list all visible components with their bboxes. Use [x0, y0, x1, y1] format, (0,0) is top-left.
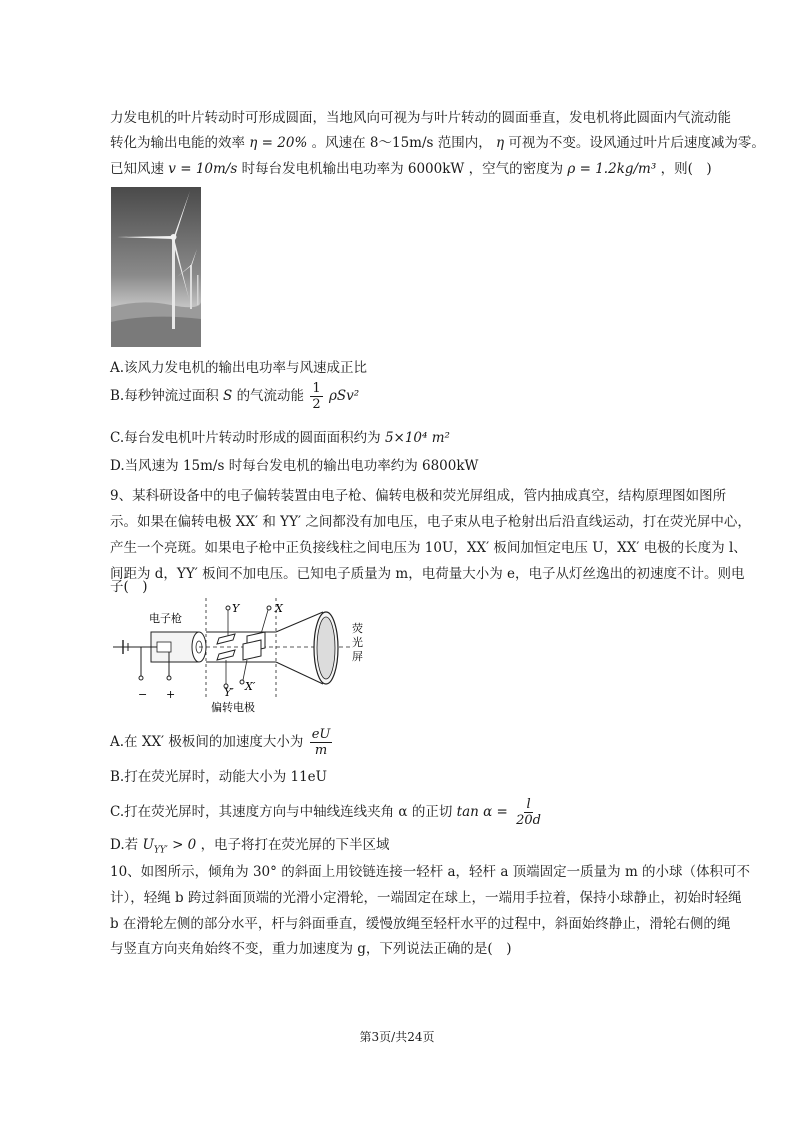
- area-symbol: S: [223, 388, 233, 404]
- q8-line3-text-a: 已知风速: [110, 161, 164, 177]
- option-d-power: 6800kW: [422, 458, 479, 474]
- y-plate-label: Y: [232, 602, 240, 615]
- q9-line3: 产生一个亮斑。如果电子枪中正负接线柱之间电压为 10U，XX′ 板间加恒定电压 U，XX′ 电极的长度为 l、: [110, 540, 747, 556]
- q9-option-c-text: C.打在荧光屏时，其速度方向与中轴线连线夹角 α 的正切: [110, 804, 453, 820]
- xp-plate-label: X′: [245, 680, 256, 693]
- minus-terminal: −: [138, 688, 148, 701]
- screen-label-1: 荧: [352, 622, 363, 635]
- kinetic-energy-expr: ρSv²: [328, 388, 360, 404]
- air-density-value: ρ = 1.2kg/m³: [567, 161, 657, 177]
- q8-option-b-text-b: 的气流动能: [236, 388, 305, 404]
- gun-label: 电子枪: [149, 612, 182, 625]
- q10-line1: 10、如图所示，倾角为 30° 的斜面上用铰链连接一轻杆 a，轻杆 a 顶端固定一质量为 m 的小球（体积可不: [110, 864, 751, 880]
- voltage-symbol: U: [142, 837, 154, 853]
- q8-line2-text-a: 转化为输出电能的效率: [110, 135, 245, 151]
- x-plate-label: X: [275, 602, 283, 615]
- fraction-denominator: 2: [312, 397, 321, 412]
- tan-fraction: [514, 797, 543, 828]
- q8-line2-text-b: 。风速在: [311, 135, 366, 151]
- wind-speed-range: 8～15m/s: [369, 135, 434, 151]
- q8-option-b-text-a: B.每秒钟流过面积: [110, 388, 219, 404]
- q8-line1: 力发电机的叶片转动时可形成圆面，当地风向可视为与叶片转动的圆面垂直，发电机将此圆面内气流动能: [110, 110, 731, 126]
- screen-label-3: 屏: [352, 650, 363, 663]
- q8-option-d: [110, 454, 478, 474]
- q9-line4: 间距为 d，YY′ 板间不加电压。已知电子质量为 m，电荷量大小为 e，电子从灯丝逸出的初速度不计。则电: [110, 566, 745, 582]
- fraction-numerator: 1: [312, 381, 321, 396]
- q8-option-d-text-b: 时每台发电机的输出电功率约为: [228, 458, 418, 474]
- q9-line1: 9、某科研设备中的电子偏转装置由电子枪、偏转电极和荧光屏组成，管内抽成真空，结构原理图如图所: [110, 488, 727, 504]
- q9-option-d: [110, 833, 390, 856]
- tan-alpha: tan α =: [456, 804, 508, 820]
- q8-line2-text-d: 可视为不变。设风通过叶片后速度减为零。: [508, 135, 765, 151]
- power-value: 6000kW: [407, 161, 465, 177]
- q8-line2: [110, 131, 765, 151]
- q9-option-a: [110, 727, 334, 758]
- q8-line3-text-b: 时每台发电机输出电功率为: [241, 161, 404, 177]
- eta-symbol: η: [496, 135, 505, 151]
- option-d-speed: 15m/s: [182, 458, 225, 474]
- wind-speed-value: v = 10m/s: [168, 161, 238, 177]
- q8-option-a: A.该风力发电机的输出电功率与风速成正比: [110, 360, 368, 376]
- voltage-condition: > 0: [172, 837, 197, 853]
- area-value: 5×10⁴ m²: [384, 430, 450, 446]
- q8-option-d-text-a: D.当风速为: [110, 458, 179, 474]
- q8-option-b: [110, 381, 359, 412]
- q9-line2: 示。如果在偏转电极 XX′ 和 YY′ 之间都没有加电压，电子束从电子枪射出后沿直线运动，打在荧光屏中心，: [110, 514, 751, 530]
- efficiency-formula: η = 20%: [249, 135, 308, 151]
- half-fraction: [310, 381, 322, 412]
- q8-line3-text-d: ，则( ): [660, 161, 712, 177]
- q8-option-c: [110, 426, 450, 446]
- fraction-denominator: 20d: [516, 813, 541, 828]
- wind-turbine-photo: [111, 187, 201, 347]
- fraction-numerator: l: [526, 797, 531, 812]
- q9-option-d-text-b: ，电子将打在荧光屏的下半区域: [200, 837, 390, 853]
- q9-line5: 子( ): [110, 579, 148, 595]
- q9-option-a-text: A.在 XX′ 极板间的加速度大小为: [110, 734, 304, 750]
- q10-line3: b 在滑轮左侧的部分水平，杆与斜面垂直，缓慢放绳至轻杆水平的过程中，斜面始终静止，滑轮右侧的绳: [110, 916, 731, 932]
- electrode-label: 偏转电极: [211, 701, 255, 714]
- q9-option-d-text-a: D.若: [110, 837, 139, 853]
- crt-diagram: [111, 598, 379, 715]
- acceleration-fraction: [310, 727, 333, 758]
- fraction-denominator: m: [314, 743, 328, 758]
- q9-option-c: [110, 797, 545, 828]
- fraction-numerator: eU: [311, 727, 331, 742]
- q8-line2-text-c: 范围内，: [437, 135, 492, 151]
- screen-label-2: 光: [352, 636, 363, 649]
- yp-plate-label: Y′: [224, 686, 234, 699]
- q10-line4: 与竖直方向夹角始终不变，重力加速度为 g，下列说法正确的是( ): [110, 941, 512, 957]
- q9-option-b: B.打在荧光屏时，动能大小为 11eU: [110, 769, 328, 785]
- q8-line3: [110, 157, 712, 177]
- page-number: 第3页/共24页: [359, 1030, 435, 1044]
- q10-line2: 计），轻绳 b 跨过斜面顶端的光滑小定滑轮，一端固定在球上，一端用手拉着，保持小球静止，初始时轻绳: [110, 890, 742, 906]
- plus-terminal: +: [166, 688, 176, 701]
- q8-option-c-text: C.每台发电机叶片转动时形成的圆面面积约为: [110, 430, 381, 446]
- voltage-subscript: YY′: [153, 845, 168, 856]
- q8-line3-text-c: ，空气的密度为: [468, 161, 564, 177]
